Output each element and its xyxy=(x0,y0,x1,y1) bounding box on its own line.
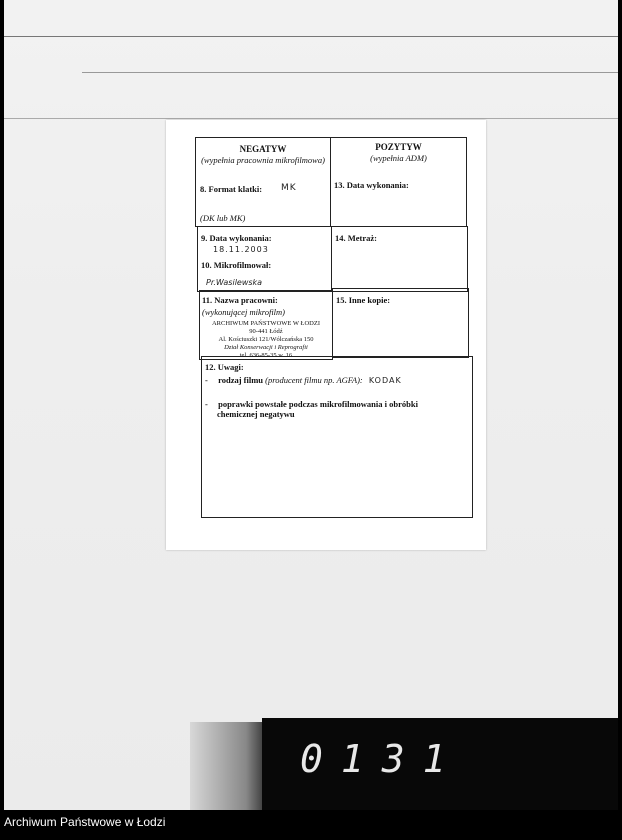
metraz-label: 14. Metraż: xyxy=(335,233,378,243)
date-label: 9. Data wykonania: xyxy=(201,233,272,243)
format-value: MK xyxy=(281,183,297,193)
film-edge-shadow xyxy=(190,722,270,810)
format-note: (DK lub MK) xyxy=(200,213,246,223)
stamp-line: 90-441 Łódź xyxy=(249,328,283,335)
inne-kopie-label: 15. Inne kopie: xyxy=(336,295,391,305)
pozytyw-subtitle: (wypełnia ADM) xyxy=(370,153,427,163)
stamp-line: Dział Konserwacji i Reprografii xyxy=(224,344,308,351)
footer-text: Archiwum Państwowe w Łodzi xyxy=(4,815,166,829)
pozytyw-title: POZYTYW xyxy=(375,142,422,152)
stamp-line: tel. 636-85-35 w. 16 xyxy=(239,352,293,359)
bullet-mark: - xyxy=(205,375,208,385)
film-type-hint: (producent filmu np. AGFA): xyxy=(265,375,363,385)
corrections-line-1: poprawki powstałe podczas mikrofilmowania i obróbki xyxy=(218,399,418,409)
scan-line xyxy=(4,36,618,37)
stamp-line: Al. Kościuszki 121/Wólczańska 150 xyxy=(218,336,314,343)
uwagi-bullet-1 xyxy=(205,375,465,385)
negatyw-cell xyxy=(195,137,331,227)
nazwa-cell xyxy=(199,290,333,360)
date-value: 18.11.2003 xyxy=(213,245,269,254)
stamp-line: ARCHIWUM PAŃSTWOWE W ŁODZI xyxy=(211,320,321,327)
format-label: 8. Format klatki: xyxy=(200,184,263,194)
nazwa-sub: (wykonującej mikrofilm) xyxy=(202,307,286,317)
pozytyw-cell xyxy=(330,137,467,227)
inne-kopie-cell xyxy=(332,288,469,358)
date-cell xyxy=(197,226,332,292)
uwagi-title: 12. Uwagi: xyxy=(205,362,244,372)
negatyw-subtitle: (wypełnia pracownia mikrofilmowa) xyxy=(201,155,325,165)
uwagi-bullet-2 xyxy=(205,399,470,419)
mikrofilmowal-label: 10. Mikrofilmował: xyxy=(201,260,272,270)
scan-line xyxy=(4,118,618,119)
pozytyw-date-label: 13. Data wykonania: xyxy=(334,180,409,190)
microfilm-card xyxy=(166,120,486,550)
bullet-mark: - xyxy=(205,399,208,409)
negatyw-title: NEGATYW xyxy=(239,144,287,154)
film-type-value: KODAK xyxy=(368,376,402,385)
film-type-label: rodzaj filmu xyxy=(218,375,264,385)
mikrofilmowal-value: Pr.Wasilewska xyxy=(206,278,263,287)
archive-stamp xyxy=(200,320,332,360)
corrections-line-2: chemicznej negatywu xyxy=(217,409,295,419)
scan-line xyxy=(82,72,618,73)
frame-counter: 0131 xyxy=(300,737,464,781)
uwagi-cell xyxy=(201,356,473,518)
nazwa-label: 11. Nazwa pracowni: xyxy=(202,295,278,305)
metraz-cell xyxy=(331,226,468,292)
